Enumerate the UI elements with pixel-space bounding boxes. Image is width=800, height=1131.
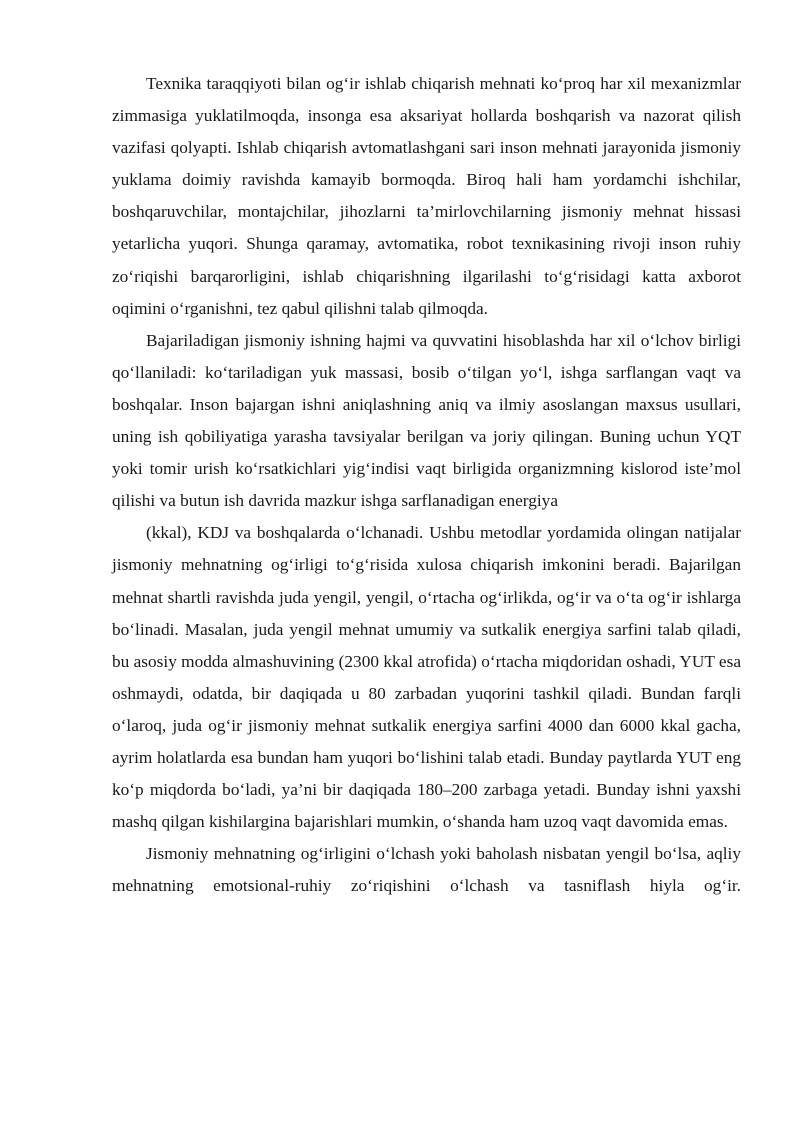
- paragraph: Texnika taraqqiyoti bilan og‘ir ishlab chiqarish mehnati ko‘proq har xil mexanizmlar zimmasiga yuklatilmoqda, insonga esa aksariyat hollarda boshqarish va nazorat qilish vazifasi qolyapti. Ishlab chiqarish avtomatlashgani sari inson mehnati jarayonida jismoniy yuklama doimiy ravishda kamayib bormoqda. Biroq hali ham yordamchi ishchilar, boshqaruvchilar, montajchilar, jihozlarni ta’mirlovchilarning jismoniy mehnat hissasi yetarlicha yuqori. Shunga qaramay, avtomatika, robot texnikasining rivoji inson ruhiy zo‘riqishi barqarorligini, ishlab chiqarishning ilgarilashi to‘g‘risidagi katta axborot oqimini o‘rganishni, tez qabul qilishni talab qilmoqda.: [112, 74, 741, 318]
- paragraph: Bajariladigan jismoniy ishning hajmi va quvvatini hisoblashda har xil o‘lchov birligi qo‘llaniladi: ko‘tariladigan yuk massasi, bosib o‘tilgan yo‘l, ishga sarflangan vaqt va boshqalar. Inson bajargan ishni aniqlashning aniq va ilmiy asoslangan maxsus usullari, uning ish qobiliyatiga yarasha tavsiyalar berilgan va joriy qilingan. Buning uchun YQT yoki tomir urish ko‘rsatkichlari yig‘indisi vaqt birligida organizmning kislorod iste’mol qilishi va butun ish davrida mazkur ishga sarflanadigan energiya: [112, 330, 741, 511]
- document-page: [112, 68, 741, 902]
- paragraph: (kkal), KDJ va boshqalarda o‘lchanadi. Ushbu metodlar yordamida olingan natijalar jismoniy mehnatning og‘irligi to‘g‘risida xulosa chiqarish imkonini beradi. Bajarilgan mehnat shartli ravishda juda yengil, yengil, o‘rtacha og‘irlikda, og‘ir va o‘ta og‘ir ishlarga bo‘linadi. Masalan, juda yengil mehnat umumiy va sutkalik energiya sarfini talab qiladi, bu asosiy modda almashuvining (2300 kkal atrofida) o‘rtacha miqdoridan oshadi, YUT esa oshmaydi, odatda, bir daqiqada u 80 zarbadan yuqorini tashkil qiladi. Bundan farqli o‘laroq, juda og‘ir jismoniy mehnat sutkalik energiya sarfini 4000 dan 6000 kkal gacha, ayrim holatlarda esa bundan ham yuqori bo‘lishini talab etadi. Bunday paytlarda YUT eng ko‘p miqdorda bo‘ladi, ya’ni bir daqiqada 180–200 zarbaga yetadi. Bunday ishni yaxshi mashq qilgan kishilargina bajarishlari mumkin, o‘shanda ham uzoq vaqt davomida emas.: [112, 523, 741, 832]
- paragraph: Jismoniy mehnatning og‘irligini o‘lchash yoki baholash nisbatan yengil bo‘lsa, aqliy mehnatning emotsional-ruhiy zo‘riqishini o‘lchash va tasniflash hiyla og‘ir.: [112, 844, 741, 896]
